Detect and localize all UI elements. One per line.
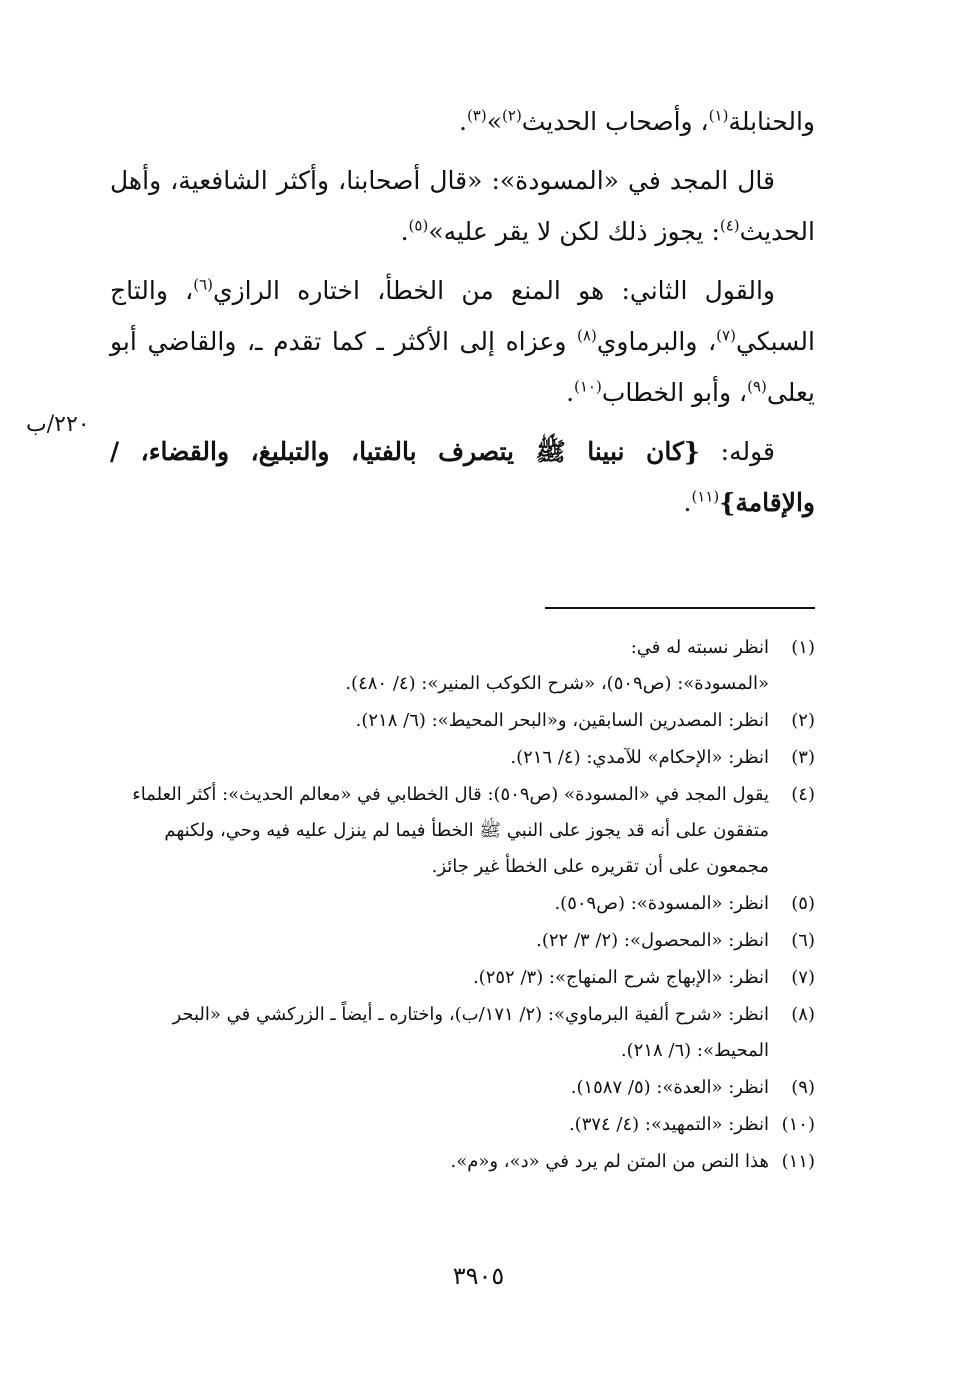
text-run: . xyxy=(400,217,409,246)
text-run: والقول الثاني: هو المنع من الخطأ، اختاره الرازي xyxy=(213,276,775,305)
footnote-ref[interactable]: (٩) xyxy=(747,377,767,396)
footnote-number: (١٠) xyxy=(781,1114,815,1135)
footnote-item xyxy=(110,740,815,776)
text-run: : يجوز ذلك لكن لا يقر عليه» xyxy=(428,217,720,246)
footnote-line: انظر: «العدة»: (٥/ ١٥٨٧). xyxy=(570,1077,769,1098)
footnote-ref[interactable]: (٦) xyxy=(193,275,214,294)
footnote-text xyxy=(110,886,769,922)
paragraph-4 xyxy=(110,426,815,528)
footnote-item xyxy=(110,630,815,702)
footnote-number: (٦) xyxy=(791,930,815,951)
footnote-line: انظر: «التمهيد»: (٤/ ٣٧٤). xyxy=(568,1114,769,1135)
footnote-text xyxy=(110,1070,769,1106)
paragraph-1 xyxy=(110,96,815,147)
footnote-line: انظر: «الإحكام» للآمدي: (٤/ ٢١٦). xyxy=(510,747,769,768)
footnote-text xyxy=(110,777,769,885)
text-run: . xyxy=(566,378,575,407)
text-run: » xyxy=(486,107,503,136)
footnotes xyxy=(110,630,815,1181)
text-run: . xyxy=(458,107,467,136)
footnote-item xyxy=(110,1107,815,1143)
footnote-item xyxy=(110,960,815,996)
footnote-number: (١١) xyxy=(781,1151,815,1172)
footnote-line: انظر: «المسودة»: (ص٥٠٩). xyxy=(554,893,769,914)
manuscript-folio-note: ٢٢٠/ب xyxy=(26,412,90,437)
footnote-line: انظر: المصدرين السابقين، و«البحر المحيط»: (٦/ ٢١٨). xyxy=(355,710,769,731)
footnote-number: (٥) xyxy=(791,893,815,914)
footnote-item xyxy=(110,886,815,922)
footnote-line: يقول المجد في «المسودة» (ص٥٠٩): قال الخطابي في «معالم الحديث»: أكثر العلماء متفقون على أنه قد يجوز على النبي ﷺ الخطأ فيما لم ينزل عليه فيه وحي، ولكنهم مجمعون على أن تقريره على الخطأ غير جائز. xyxy=(132,784,769,877)
footnote-text xyxy=(110,703,769,739)
footnote-text xyxy=(110,1107,769,1143)
footnote-text xyxy=(110,923,769,959)
footnote-ref[interactable]: (١) xyxy=(708,106,729,125)
footnote-line: انظر نسبته له في: xyxy=(630,637,769,658)
footnote-ref[interactable]: (٤) xyxy=(719,216,740,235)
footnote-ref[interactable]: (٥) xyxy=(408,216,429,235)
matn-quote: {كان نبينا ﷺ يتصرف بالفتيا، والتبليغ، والقضاء، / والإقامة} xyxy=(110,437,815,517)
footnote-ref[interactable]: (١٠) xyxy=(574,377,602,396)
footnote-line: انظر: «المحصول»: (٢/ ٣/ ٢٢). xyxy=(536,930,769,951)
text-run: ، والبرماوي xyxy=(596,327,717,356)
footnote-line: هذا النص من المتن لم يرد في «د»، و«م». xyxy=(450,1151,769,1172)
footnote-ref[interactable]: (١١) xyxy=(691,487,720,506)
paragraph-2 xyxy=(110,155,815,257)
footnote-line: انظر: «الإبهاج شرح المنهاج»: (٣/ ٢٥٢). xyxy=(472,967,769,988)
footnote-item xyxy=(110,703,815,739)
paragraph-3 xyxy=(110,265,815,418)
text-run: وعزاه إلى الأكثر ـ كما تقدم ـ، والقاضي أبو يعلى xyxy=(110,327,815,407)
footnote-item xyxy=(110,923,815,959)
footnote-number: (٧) xyxy=(791,967,815,988)
main-text xyxy=(110,96,815,536)
footnote-ref[interactable]: (٣) xyxy=(466,106,487,125)
footnote-line: انظر: «شرح ألفية البرماوي»: (٢/ ١٧١/ب)، واختاره ـ أيضاً ـ الزركشي في «البحر المحيط»: (٦/ ٢١٨). xyxy=(172,1004,769,1061)
text-run: ، وأبو الخطاب xyxy=(601,378,748,407)
footnote-text xyxy=(110,960,769,996)
footnote-text xyxy=(110,997,769,1069)
footnote-item xyxy=(110,777,815,885)
footnote-number: (٢) xyxy=(791,710,815,731)
page-number: ٣٩٠٥ xyxy=(452,1262,505,1290)
footnote-number: (٩) xyxy=(791,1077,815,1098)
footnote-separator xyxy=(545,607,815,609)
text-run: ، والتاج السبكي xyxy=(110,276,815,356)
footnote-line: «المسودة»: (ص٥٠٩)، «شرح الكوكب المنير»: (٤/ ٤٨٠). xyxy=(345,673,769,694)
footnote-ref[interactable]: (٧) xyxy=(716,326,736,345)
footnote-text xyxy=(110,1144,769,1180)
footnote-ref[interactable]: (٢) xyxy=(502,106,522,125)
footnote-number: (٨) xyxy=(791,1004,815,1025)
text-run: قوله: xyxy=(699,437,775,466)
footnote-item xyxy=(110,1070,815,1106)
footnote-text xyxy=(110,740,769,776)
text-run: والحنابلة xyxy=(728,107,815,136)
text-run: . xyxy=(683,488,692,517)
text-run: قال المجد في «المسودة»: «قال أصحابنا، وأكثر الشافعية، وأهل الحديث xyxy=(110,166,815,246)
footnote-number: (٣) xyxy=(791,747,815,768)
footnote-ref[interactable]: (٨) xyxy=(577,326,597,345)
footnote-text xyxy=(110,630,769,702)
text-run: ، وأصحاب الحديث xyxy=(521,107,709,136)
footnote-item xyxy=(110,997,815,1069)
footnote-number: (٤) xyxy=(791,784,815,805)
footnote-item xyxy=(110,1144,815,1180)
footnote-number: (١) xyxy=(791,637,815,658)
